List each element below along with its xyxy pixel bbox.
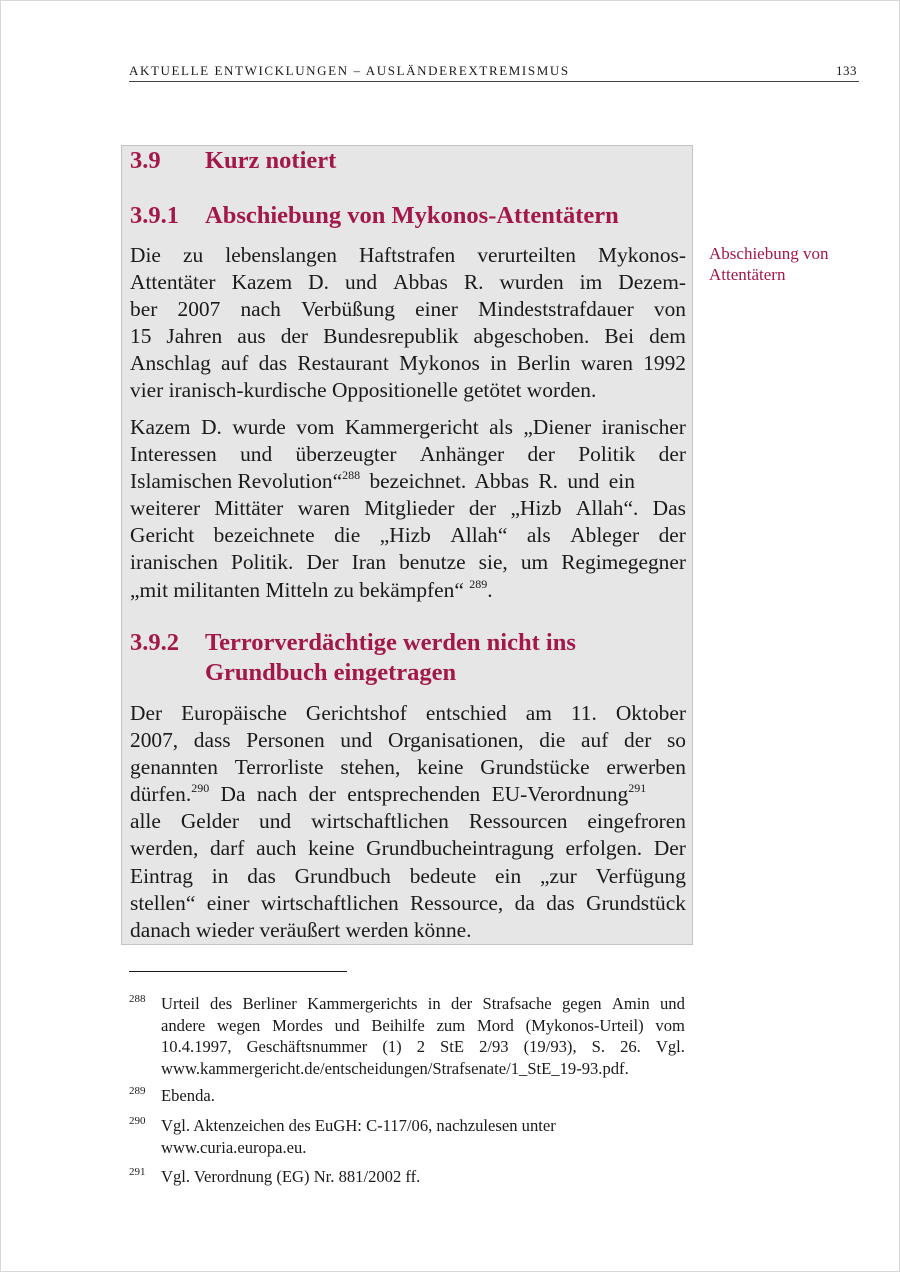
- word: ein: [495, 863, 522, 888]
- section-title: Kurz notiert: [205, 147, 337, 174]
- word: entschied: [425, 701, 507, 725]
- word: vom: [296, 415, 335, 439]
- text-line: [130, 808, 686, 835]
- word: Anschlag: [130, 351, 211, 376]
- word: Berliner: [242, 994, 297, 1013]
- footnote-text: [161, 1115, 685, 1158]
- word: werden,: [130, 836, 199, 861]
- word: Kammergerichts: [307, 994, 418, 1013]
- paragraph-mykonos-1: [130, 242, 686, 405]
- text-line: [130, 441, 686, 468]
- word: Bundesrepublik: [323, 324, 459, 349]
- word: von: [653, 297, 686, 322]
- text-fragment: .: [487, 577, 493, 602]
- text-line: Ebenda.: [161, 1086, 215, 1105]
- word: Politik: [578, 442, 636, 467]
- footnote-number: 291: [129, 1166, 146, 1178]
- footnote-ref-289[interactable]: 289: [469, 576, 488, 591]
- word: auch: [256, 836, 297, 861]
- word: genannten: [130, 755, 218, 780]
- word: Kazem: [231, 270, 293, 295]
- word: Iran: [351, 550, 387, 575]
- text-line: Vgl. Aktenzeichen des EuGH: C-117/06, nachzulesen unter: [161, 1116, 556, 1135]
- word: einer: [415, 297, 458, 322]
- word: überzeugter: [295, 442, 397, 467]
- word: der: [280, 324, 309, 349]
- word: 26.: [620, 1037, 641, 1057]
- word: in: [490, 351, 507, 376]
- word: Interessen: [130, 442, 217, 467]
- word: das: [247, 863, 276, 888]
- word: um: [520, 550, 549, 575]
- word: Oktober: [615, 701, 686, 725]
- word: zum: [436, 1015, 466, 1035]
- word: Amin: [611, 994, 650, 1013]
- page-number: 133: [836, 63, 857, 78]
- footnote-ref-288[interactable]: 288: [342, 468, 361, 483]
- word: erwerben: [606, 755, 686, 780]
- margin-note: [709, 243, 869, 285]
- word: und: [660, 994, 685, 1013]
- footnote-text: [161, 1166, 685, 1188]
- word: Vgl.: [655, 1037, 685, 1057]
- word: einer: [206, 890, 250, 915]
- word: Attentäter: [130, 270, 216, 295]
- word: vom: [655, 1015, 685, 1035]
- word: Ressource,: [410, 890, 504, 915]
- word: im: [579, 270, 603, 295]
- footnote-link[interactable]: www.kammergericht.de/entscheidungen/Strafsenate/1_StE_19-93.pdf.: [161, 1058, 629, 1078]
- word: waren: [297, 496, 350, 521]
- word: wurde: [232, 415, 286, 439]
- text-line: [130, 242, 686, 269]
- word: bedeute: [409, 863, 477, 888]
- text-line: [130, 350, 686, 377]
- word: auf: [221, 351, 249, 376]
- word: als: [526, 523, 551, 548]
- word: iranischer: [601, 415, 686, 439]
- word: gegen: [561, 994, 602, 1013]
- running-header: [129, 63, 859, 82]
- word: „Diener: [523, 415, 592, 439]
- word: Ressourcen: [468, 809, 568, 834]
- word: Bei: [604, 324, 635, 349]
- word: der: [451, 994, 473, 1013]
- word: 11.: [570, 701, 597, 725]
- subsection-number-2: 3.9.2: [130, 629, 179, 656]
- word: eingefroren: [587, 809, 686, 834]
- word: wurden: [499, 270, 564, 295]
- text-line: danach wieder veräußert werden könne.: [130, 917, 472, 942]
- word: R.: [463, 270, 484, 295]
- word: aus: [237, 324, 266, 349]
- footnote-number: 289: [129, 1085, 146, 1097]
- word: der: [527, 442, 555, 467]
- word: und: [259, 809, 292, 834]
- word: Personen: [246, 728, 325, 753]
- word: StE: [440, 1037, 465, 1057]
- word: das: [546, 890, 575, 915]
- footnote-number: 290: [129, 1115, 146, 1127]
- text-fragment: dürfen.: [130, 782, 192, 807]
- word: 2: [416, 1037, 426, 1057]
- word: nach: [240, 297, 281, 322]
- text-line: [130, 754, 686, 781]
- subsection-title-2-line1: Terrorverdächtige werden nicht ins: [205, 629, 576, 656]
- footnote-text: [161, 1085, 685, 1107]
- word: Mord: [476, 1015, 514, 1035]
- word: am: [525, 701, 552, 725]
- word: als: [489, 415, 513, 439]
- word: (Mykonos-Urteil): [525, 1015, 644, 1035]
- word: D.: [308, 270, 329, 295]
- word: Dezem-: [618, 270, 686, 295]
- word: Die: [130, 243, 161, 267]
- word: so: [666, 728, 686, 753]
- text-line: [161, 1036, 685, 1058]
- word: wirtschaftlichen: [260, 890, 399, 915]
- footnote-text: [161, 993, 685, 1079]
- running-title: AKTUELLE ENTWICKLUNGEN – AUSLÄNDEREXTREMISMUS: [129, 63, 570, 78]
- word: die: [539, 728, 566, 753]
- word: in: [211, 863, 229, 888]
- word: waren: [580, 351, 633, 376]
- word: D.: [201, 415, 222, 439]
- word: „Hizb: [379, 523, 431, 548]
- word: iranischen: [130, 550, 218, 575]
- text-line: [130, 323, 686, 350]
- word: Mykonos: [399, 351, 480, 376]
- text-line: [130, 781, 686, 808]
- text-line: [130, 296, 686, 323]
- word: Kazem: [130, 415, 191, 439]
- word: 1992: [643, 351, 686, 376]
- text-fragment: bezeichnet. Abbas R. und ein: [360, 469, 635, 494]
- word: und: [340, 728, 373, 753]
- word: Allah“.: [575, 496, 639, 521]
- word: Der: [306, 550, 339, 575]
- word: Ableger: [570, 523, 640, 548]
- word: 2/93: [479, 1037, 509, 1057]
- word: Grundbucheintragung: [366, 836, 554, 861]
- word: Haftstrafen: [359, 243, 456, 267]
- word: stehen,: [340, 755, 401, 780]
- text-line: [130, 414, 686, 441]
- text-line: [130, 727, 686, 754]
- word: und: [345, 270, 378, 295]
- word: Allah“: [450, 523, 508, 548]
- word: Politik.: [230, 550, 294, 575]
- word: keine: [417, 755, 464, 780]
- word: weiterer: [130, 496, 201, 521]
- paragraph-grundbuch: [130, 700, 686, 944]
- word: verurteilten: [477, 243, 576, 267]
- section-number: 3.9: [130, 147, 161, 174]
- footnote-ref-291[interactable]: 291: [628, 781, 647, 796]
- word: abgeschoben.: [473, 324, 590, 349]
- footnote-number: 288: [129, 993, 146, 1005]
- word: Berlin: [517, 351, 571, 376]
- margin-note-line: Abschiebung von: [709, 244, 829, 263]
- word: Der: [653, 836, 686, 861]
- word: wirtschaftlichen: [311, 809, 449, 834]
- word: (19/93),: [523, 1037, 577, 1057]
- footnote-link[interactable]: www.curia.europa.eu.: [161, 1137, 307, 1157]
- subsection-number-1: 3.9.1: [130, 202, 179, 229]
- text-line: [161, 993, 685, 1015]
- word: 2007,: [130, 728, 179, 753]
- word: 2007: [177, 297, 221, 322]
- word: „Hizb: [510, 496, 562, 521]
- word: Jahren: [166, 324, 223, 349]
- word: Strafsache: [482, 994, 552, 1013]
- word: Der: [130, 701, 163, 725]
- word: Gerichtshof: [305, 701, 407, 725]
- word: auf: [581, 728, 609, 753]
- word: sie,: [478, 550, 508, 575]
- word: benutze: [399, 550, 466, 575]
- text-line: [161, 1015, 685, 1037]
- text-line: [130, 495, 686, 522]
- word: bezeichnete: [213, 523, 315, 548]
- word: Gelder: [180, 809, 240, 834]
- word: Eintrag: [130, 863, 193, 888]
- subsection-title-2-line2: Grundbuch eingetragen: [205, 659, 457, 686]
- word: Mindeststrafdauer: [478, 297, 634, 322]
- text-line: vier iranisch-kurdische Oppositionelle getötet worden.: [130, 378, 597, 403]
- word: da: [514, 890, 535, 915]
- word: keine: [308, 836, 355, 861]
- word: Grundstücke: [480, 755, 590, 780]
- word: Grundstück: [586, 890, 686, 915]
- word: erfolgen.: [565, 836, 643, 861]
- word: der: [624, 728, 652, 753]
- word: andere: [161, 1015, 206, 1035]
- highlight-box: [121, 145, 693, 945]
- text-line: [130, 863, 686, 890]
- word: Regimegegner: [561, 550, 686, 575]
- text-line: [130, 700, 686, 727]
- word: Abbas: [393, 270, 448, 295]
- word: lebenslangen: [225, 243, 337, 267]
- text-line: [130, 522, 686, 549]
- text-line: [130, 835, 686, 862]
- word: Terrorliste: [234, 755, 324, 780]
- footnote-ref-290[interactable]: 290: [191, 781, 210, 796]
- word: zu: [182, 243, 204, 267]
- word: Mitglieder: [364, 496, 455, 521]
- text-line: [130, 549, 686, 576]
- word: Restaurant: [297, 351, 389, 376]
- text-line: [130, 890, 686, 917]
- text-line: [130, 269, 686, 296]
- word: 15: [130, 324, 152, 349]
- word: und: [334, 1015, 360, 1035]
- word: wegen: [217, 1015, 261, 1035]
- text-fragment: „mit militanten Mitteln zu bekämpfen“: [130, 577, 470, 602]
- text-fragment: Da nach der entsprechenden EU-Verordnung: [209, 782, 629, 807]
- word: dem: [649, 324, 686, 349]
- word: in: [427, 994, 441, 1013]
- word: die: [334, 523, 361, 548]
- word: das: [258, 351, 288, 376]
- word: und: [240, 442, 273, 467]
- word: Das: [652, 496, 686, 521]
- word: S.: [591, 1037, 606, 1057]
- text-line: [130, 577, 686, 604]
- word: Mittäter: [214, 496, 284, 521]
- word: Europäische: [181, 701, 287, 725]
- word: Grundbuch: [294, 863, 391, 888]
- text-fragment: Islamischen Revolution“: [130, 469, 343, 494]
- word: Mykonos-: [598, 243, 686, 267]
- word: Verbüßung: [301, 297, 395, 322]
- word: Organisationen,: [388, 728, 524, 753]
- word: darf: [209, 836, 245, 861]
- word: der: [468, 496, 497, 521]
- word: (1): [382, 1037, 402, 1057]
- word: dass: [193, 728, 231, 753]
- word: 10.4.1997,: [161, 1037, 232, 1057]
- word: Verfügung: [595, 863, 686, 888]
- word: Anhänger: [419, 442, 505, 467]
- word: Geschäftsnummer: [246, 1037, 368, 1057]
- word: Kammergericht: [344, 415, 479, 439]
- word: des: [210, 994, 233, 1013]
- word: „zur: [540, 863, 577, 888]
- word: Gericht: [130, 523, 195, 548]
- paragraph-mykonos-2: [130, 414, 686, 604]
- subsection-title-1: Abschiebung von Mykonos-Attentätern: [205, 202, 619, 229]
- text-line: [130, 468, 686, 495]
- text-line: Vgl. Verordnung (EG) Nr. 881/2002 ff.: [161, 1167, 421, 1186]
- word: der: [658, 442, 686, 467]
- word: der: [658, 523, 686, 548]
- word: Beihilfe: [371, 1015, 425, 1035]
- word: Mordes: [272, 1015, 323, 1035]
- word: alle: [130, 809, 161, 834]
- word: stellen“: [130, 890, 196, 915]
- word: ber: [130, 297, 158, 322]
- footnote-separator: [129, 971, 347, 972]
- margin-note-line: Attentätern: [709, 265, 786, 284]
- word: Urteil: [161, 994, 200, 1013]
